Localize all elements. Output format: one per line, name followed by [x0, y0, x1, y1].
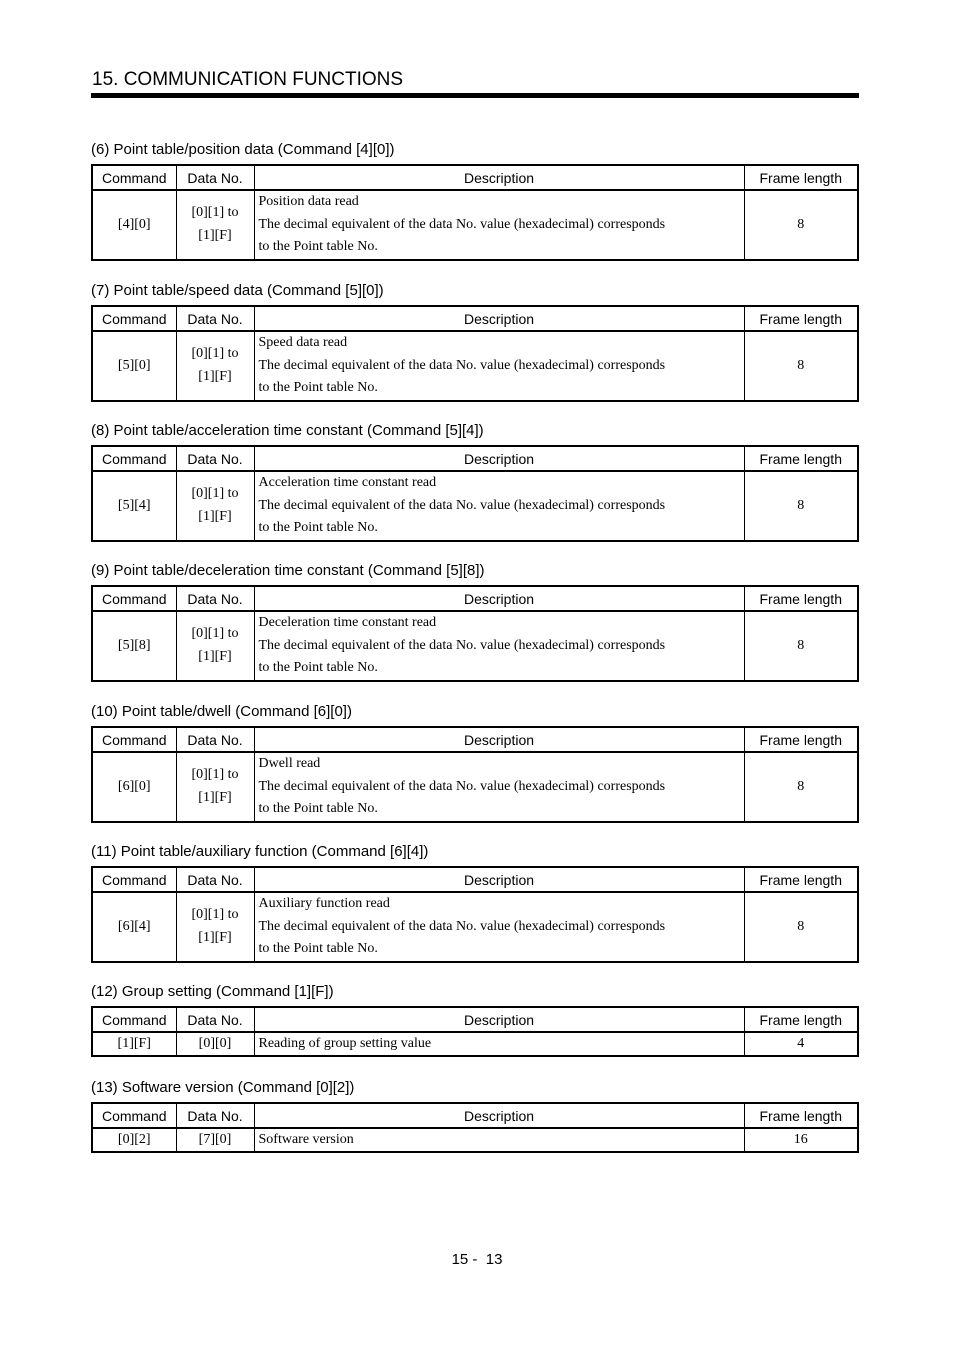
- cell-frame-length: 8: [744, 611, 858, 681]
- section-title: (10) Point table/dwell (Command [6][0]): [91, 703, 352, 720]
- description-line-2: The decimal equivalent of the data No. value (hexadecimal) corresponds: [258, 778, 666, 794]
- command-table: [91, 1102, 859, 1153]
- column-header-command: Command: [92, 165, 176, 190]
- cell-frame-length: 8: [744, 471, 858, 541]
- cell-description: Reading of group setting value: [254, 1032, 744, 1056]
- page-number: 15 - 13: [451, 1251, 503, 1268]
- table-row: [92, 611, 858, 681]
- data-no-line-1: [0][1] to: [191, 346, 239, 362]
- column-header-description: Description: [254, 586, 744, 611]
- cell-command: [1][F]: [92, 1032, 176, 1056]
- cell-frame-length: 4: [744, 1032, 858, 1056]
- description-line-1: Deceleration time constant read: [258, 615, 437, 630]
- cell-description: [254, 471, 744, 541]
- section-title: (12) Group setting (Command [1][F]): [91, 983, 334, 1000]
- section-point-table-deceleration-time-constant: [91, 562, 859, 682]
- command-table: [91, 726, 859, 823]
- cell-description: Software version: [254, 1128, 744, 1152]
- column-header-data-no: Data No.: [176, 165, 254, 190]
- command-table: [91, 585, 859, 682]
- command-table: [91, 445, 859, 542]
- cell-description: [254, 190, 744, 260]
- table-row: [92, 892, 858, 962]
- cell-command: [5][0]: [92, 331, 176, 401]
- data-no-line-1: [0][1] to: [191, 626, 239, 642]
- data-no-line-2: [1][F]: [198, 929, 232, 945]
- cell-data-no: [176, 892, 254, 962]
- column-header-command: Command: [92, 1103, 176, 1128]
- section-point-table-position-data: [91, 141, 859, 261]
- cell-description: [254, 892, 744, 962]
- cell-data-no: [176, 331, 254, 401]
- column-header-description: Description: [254, 446, 744, 471]
- data-no-line-1: [0][1] to: [191, 907, 239, 923]
- column-header-description: Description: [254, 867, 744, 892]
- cell-frame-length: 8: [744, 331, 858, 401]
- section-title: (8) Point table/acceleration time constant (Command [5][4]): [91, 422, 484, 439]
- data-no-line-2: [1][F]: [198, 648, 232, 664]
- column-header-data-no: Data No.: [176, 586, 254, 611]
- table-header-row: [92, 1103, 858, 1128]
- section-title: (11) Point table/auxiliary function (Command [6][4]): [91, 843, 429, 860]
- column-header-data-no: Data No.: [176, 446, 254, 471]
- column-header-frame-length: Frame length: [744, 306, 858, 331]
- cell-description: [254, 611, 744, 681]
- column-header-description: Description: [254, 727, 744, 752]
- data-no-line-2: [1][F]: [198, 508, 232, 524]
- data-no-line-1: [0][1] to: [191, 205, 239, 221]
- data-no-line-2: [1][F]: [198, 368, 232, 384]
- column-header-data-no: Data No.: [176, 867, 254, 892]
- command-table: [91, 305, 859, 402]
- description-line-3: to the Point table No.: [258, 380, 378, 395]
- data-no-line-1: [0][1] to: [191, 486, 239, 502]
- cell-frame-length: 16: [744, 1128, 858, 1152]
- column-header-frame-length: Frame length: [744, 1007, 858, 1032]
- column-header-data-no: Data No.: [176, 306, 254, 331]
- section-title: (6) Point table/position data (Command [4][0]): [91, 141, 395, 158]
- cell-command: [5][8]: [92, 611, 176, 681]
- section-point-table-dwell: [91, 703, 859, 823]
- table-header-row: [92, 306, 858, 331]
- table-header-row: [92, 165, 858, 190]
- cell-command: [6][4]: [92, 892, 176, 962]
- description-line-3: to the Point table No.: [258, 660, 378, 675]
- table-header-row: [92, 1007, 858, 1032]
- description-line-1: Position data read: [258, 194, 359, 209]
- section-point-table-speed-data: [91, 282, 859, 402]
- column-header-command: Command: [92, 446, 176, 471]
- command-table: [91, 164, 859, 261]
- column-header-description: Description: [254, 1007, 744, 1032]
- table-row: [92, 190, 858, 260]
- cell-data-no: [176, 611, 254, 681]
- column-header-data-no: Data No.: [176, 727, 254, 752]
- cell-data-no: [176, 752, 254, 822]
- column-header-command: Command: [92, 727, 176, 752]
- description-line-1: Dwell read: [258, 756, 321, 771]
- description-line-3: to the Point table No.: [258, 520, 378, 535]
- column-header-frame-length: Frame length: [744, 586, 858, 611]
- data-no-line-2: [1][F]: [198, 227, 232, 243]
- cell-description: [254, 331, 744, 401]
- description-line-3: to the Point table No.: [258, 239, 378, 254]
- table-row: [92, 471, 858, 541]
- column-header-frame-length: Frame length: [744, 165, 858, 190]
- cell-data-no: [0][0]: [176, 1032, 254, 1056]
- description-line-2: The decimal equivalent of the data No. value (hexadecimal) corresponds: [258, 637, 666, 653]
- table-row: [92, 1032, 858, 1056]
- description-line-2: The decimal equivalent of the data No. value (hexadecimal) corresponds: [258, 918, 666, 934]
- description-line-1: Speed data read: [258, 335, 348, 350]
- table-header-row: [92, 727, 858, 752]
- data-no-line-1: [0][1] to: [191, 767, 239, 783]
- table-header-row: [92, 446, 858, 471]
- column-header-description: Description: [254, 165, 744, 190]
- section-title: (9) Point table/deceleration time constant (Command [5][8]): [91, 562, 485, 579]
- table-header-row: [92, 867, 858, 892]
- cell-data-no: [7][0]: [176, 1128, 254, 1152]
- column-header-command: Command: [92, 1007, 176, 1032]
- description-line-3: to the Point table No.: [258, 941, 378, 956]
- description-line-2: The decimal equivalent of the data No. value (hexadecimal) corresponds: [258, 357, 666, 373]
- table-row: [92, 752, 858, 822]
- column-header-command: Command: [92, 306, 176, 331]
- cell-command: [5][4]: [92, 471, 176, 541]
- section-title: (7) Point table/speed data (Command [5][0]): [91, 282, 384, 299]
- section-software-version: [91, 1079, 859, 1153]
- cell-description: [254, 752, 744, 822]
- cell-data-no: [176, 471, 254, 541]
- section-point-table-auxiliary-function: [91, 843, 859, 963]
- column-header-frame-length: Frame length: [744, 867, 858, 892]
- cell-command: [0][2]: [92, 1128, 176, 1152]
- data-no-line-2: [1][F]: [198, 789, 232, 805]
- cell-frame-length: 8: [744, 190, 858, 260]
- header-rule: [91, 93, 859, 98]
- cell-data-no: [176, 190, 254, 260]
- section-group-setting: [91, 983, 859, 1057]
- description-line-1: Auxiliary function read: [258, 896, 390, 911]
- cell-command: [6][0]: [92, 752, 176, 822]
- description-line-2: The decimal equivalent of the data No. value (hexadecimal) corresponds: [258, 216, 666, 232]
- column-header-data-no: Data No.: [176, 1103, 254, 1128]
- column-header-description: Description: [254, 1103, 744, 1128]
- description-line-1: Acceleration time constant read: [258, 475, 437, 490]
- column-header-frame-length: Frame length: [744, 446, 858, 471]
- table-row: [92, 1128, 858, 1152]
- column-header-frame-length: Frame length: [744, 1103, 858, 1128]
- command-table: [91, 866, 859, 963]
- cell-frame-length: 8: [744, 752, 858, 822]
- column-header-description: Description: [254, 306, 744, 331]
- column-header-frame-length: Frame length: [744, 727, 858, 752]
- table-header-row: [92, 586, 858, 611]
- description-line-3: to the Point table No.: [258, 801, 378, 816]
- table-row: [92, 331, 858, 401]
- description-line-2: The decimal equivalent of the data No. value (hexadecimal) corresponds: [258, 497, 666, 513]
- column-header-command: Command: [92, 586, 176, 611]
- cell-command: [4][0]: [92, 190, 176, 260]
- cell-frame-length: 8: [744, 892, 858, 962]
- command-table: [91, 1006, 859, 1057]
- column-header-command: Command: [92, 867, 176, 892]
- section-title: (13) Software version (Command [0][2]): [91, 1079, 355, 1096]
- column-header-data-no: Data No.: [176, 1007, 254, 1032]
- section-point-table-acceleration-time-constant: [91, 422, 859, 542]
- page-header-title: 15. COMMUNICATION FUNCTIONS: [92, 69, 404, 90]
